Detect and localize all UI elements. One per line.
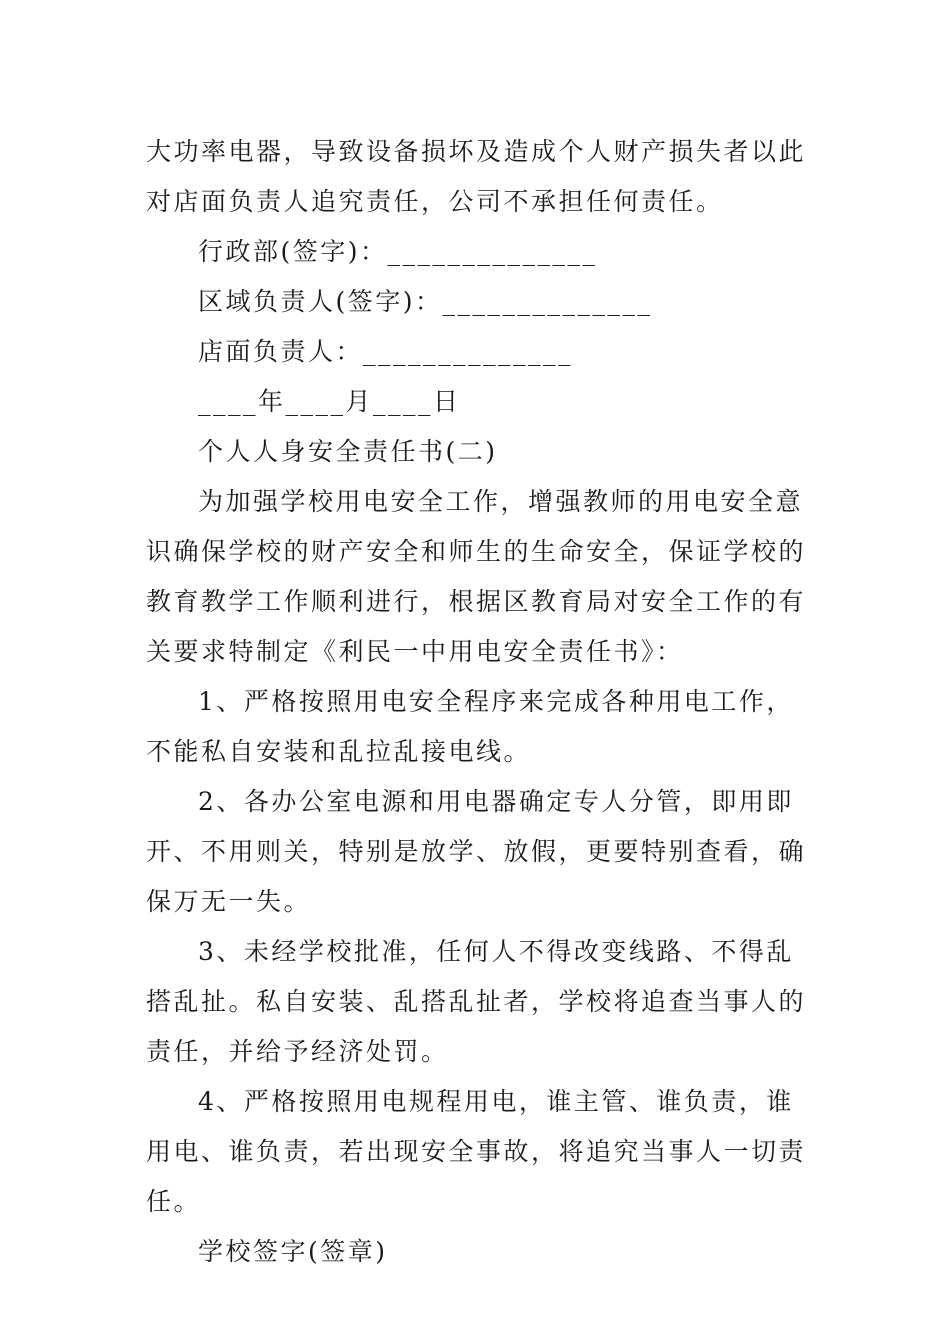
rule-1: 1、严格按照用电安全程序来完成各种用电工作，不能私自安装和乱拉乱接电线。 bbox=[146, 687, 794, 766]
purpose-paragraph: 为加强学校用电安全工作，增强教师的用电安全意识确保学校的财产安全和师生的生命安全，保证学校的教育教学工作顺利进行，根据区教育局对安全工作的有关要求特制定《利民一中用电安全责任书》： bbox=[146, 487, 807, 666]
signature-region: 区域负责人(签字)：______________ bbox=[198, 287, 653, 316]
rule-3: 3、未经学校批准，任何人不得改变线路、不得乱搭乱扯。私自安装、乱搭乱扯者，学校将追查当事人的责任，并给予经济处罚。 bbox=[146, 937, 807, 1066]
signature-store: 店面负责人：______________ bbox=[198, 337, 574, 366]
intro-paragraph: 大功率电器，导致设备损坏及造成个人财产损失者以此对店面负责人追究责任，公司不承担任何责任。 bbox=[146, 137, 807, 216]
section-title: 个人人身安全责任书(二) bbox=[198, 437, 498, 466]
document-body bbox=[146, 127, 806, 1277]
school-signature: 学校签字(签章) bbox=[198, 1237, 388, 1266]
rule-2: 2、各办公室电源和用电器确定专人分管，即用即开、不用则关，特别是放学、放假，更要特别查看，确保万无一失。 bbox=[146, 787, 807, 916]
date-line: ____年____月____日 bbox=[198, 387, 461, 416]
signature-admin: 行政部(签字)：______________ bbox=[198, 237, 598, 266]
rule-4: 4、严格按照用电规程用电，谁主管、谁负责，谁用电、谁负责，若出现安全事故，将追究当事人一切责任。 bbox=[146, 1087, 807, 1216]
